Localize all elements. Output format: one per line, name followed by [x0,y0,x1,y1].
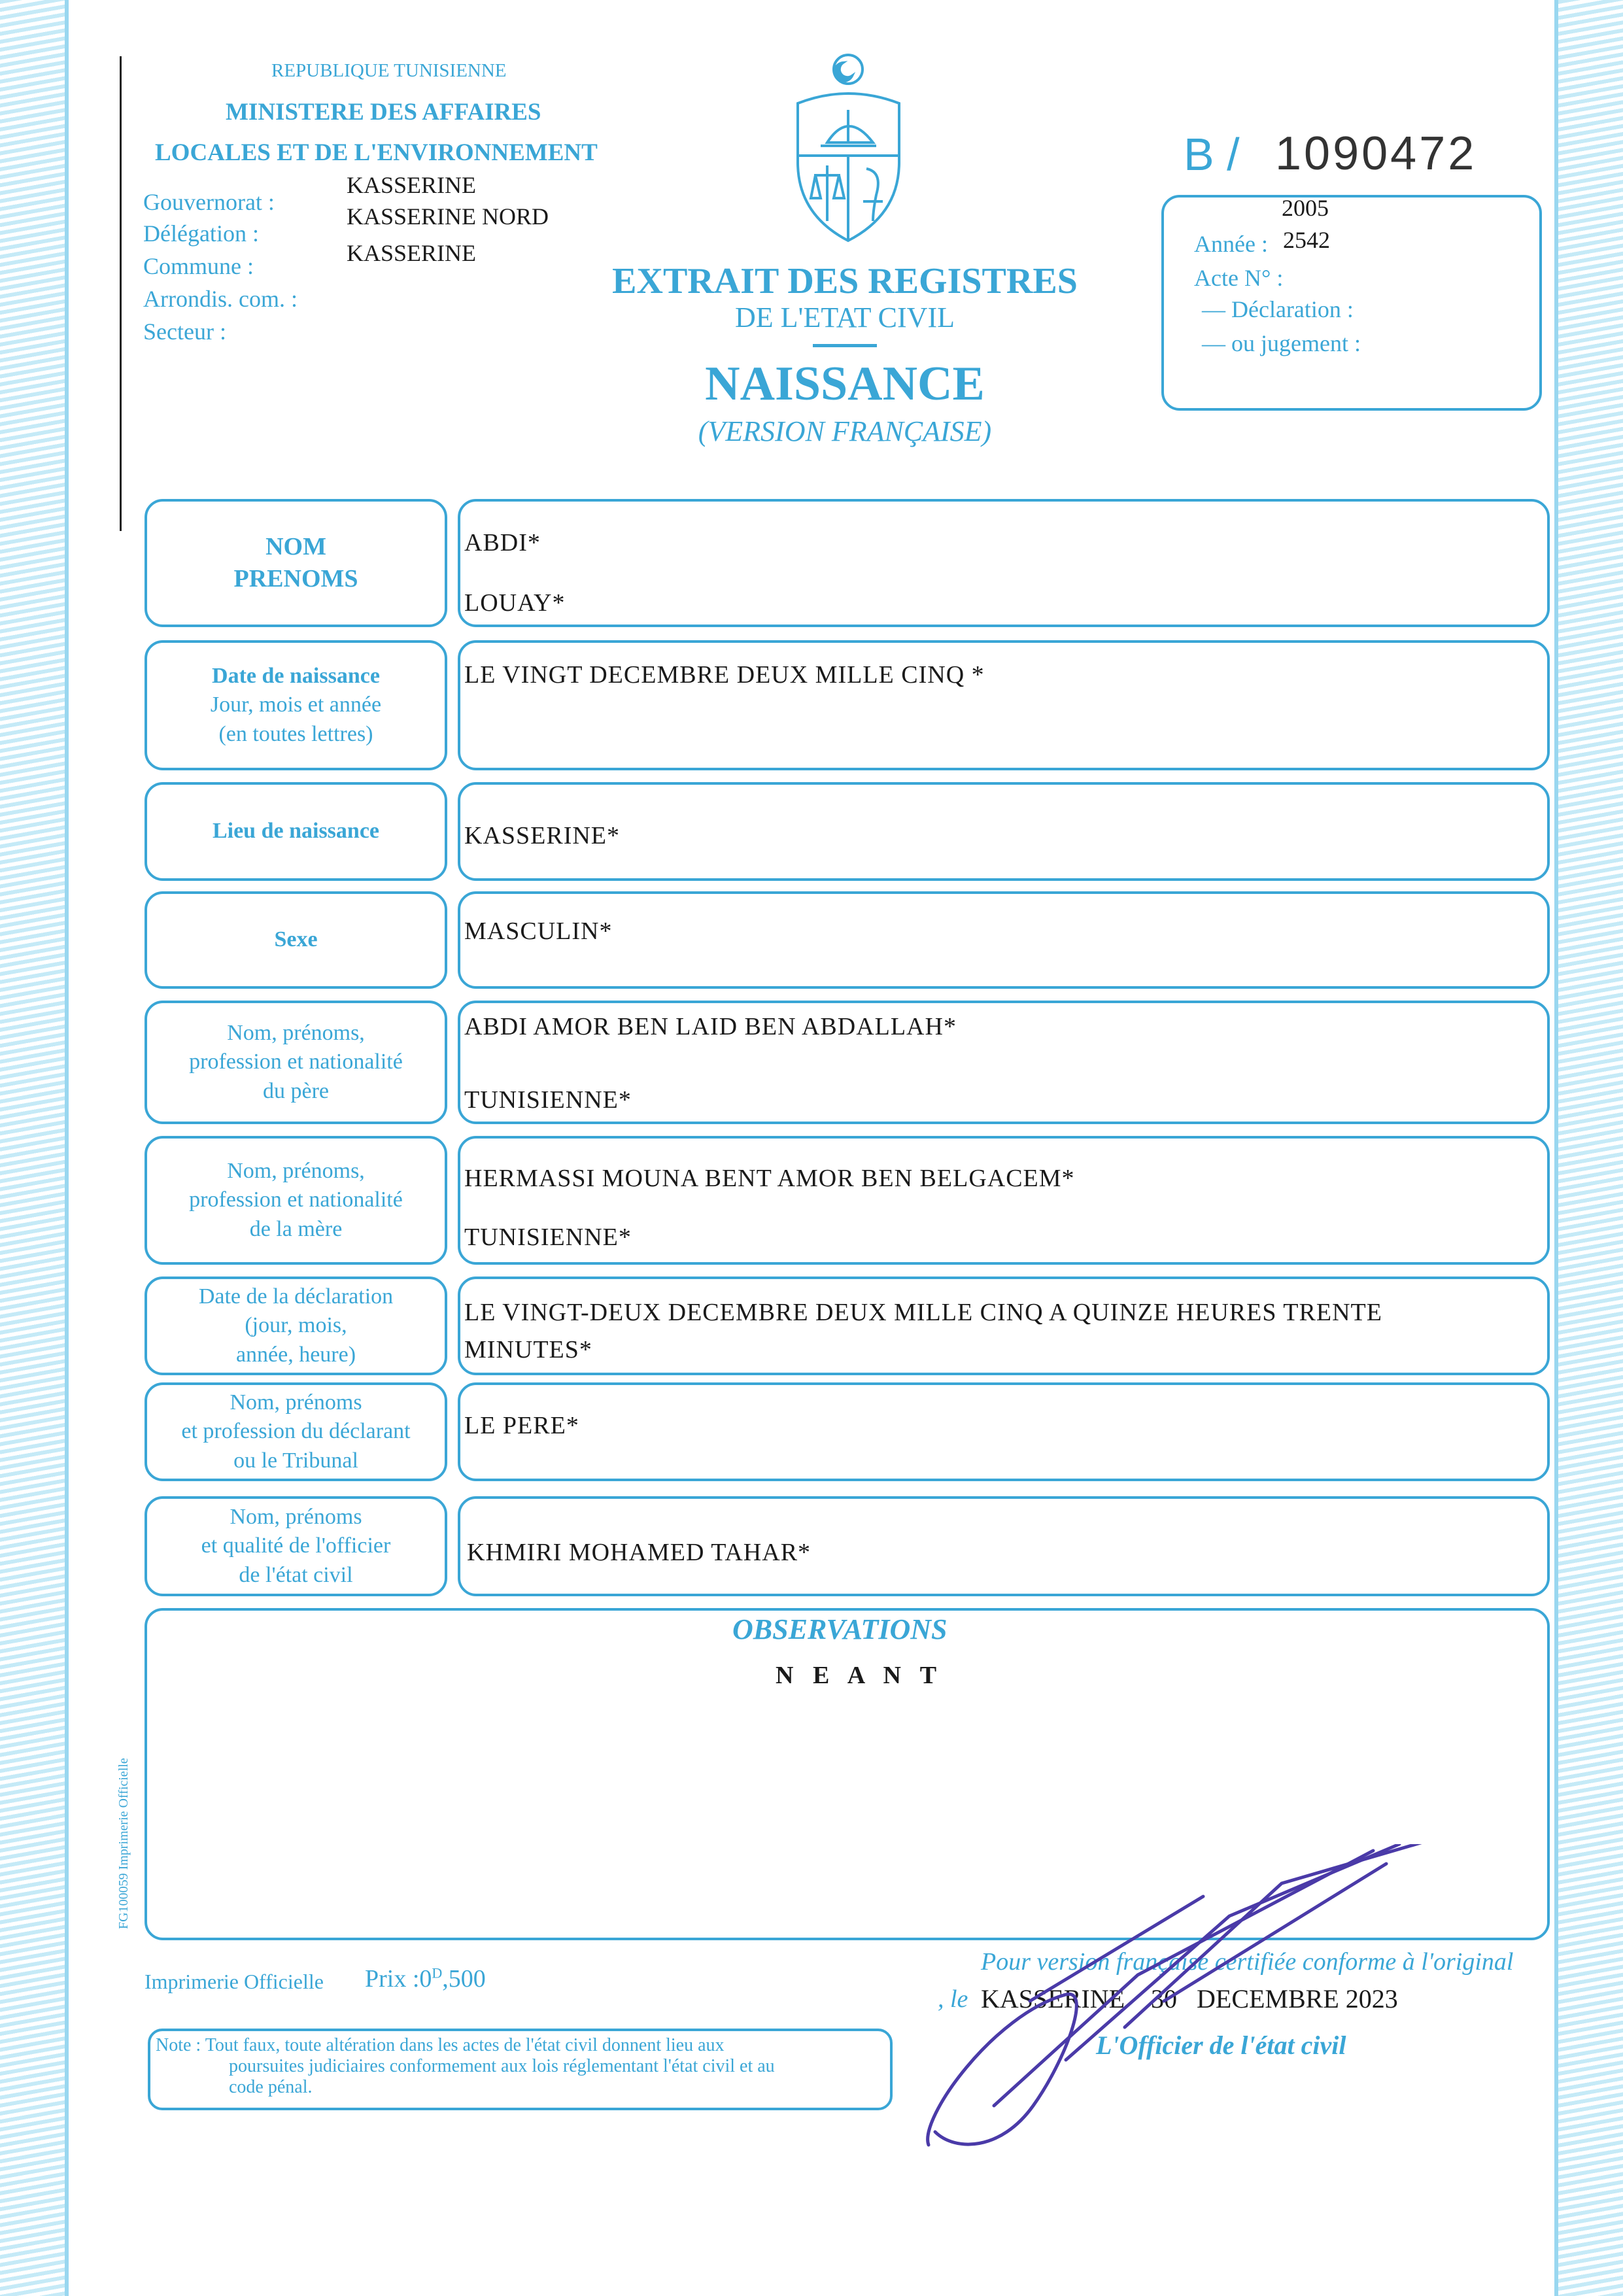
declaration-label: — Déclaration : [1202,296,1354,322]
father-label3: du père [262,1078,329,1103]
registry-year: 2005 [1282,195,1329,221]
sex-label: Sexe [274,927,318,952]
ministry-line1: MINISTERE DES AFFAIRES [226,99,541,126]
issue-day: 30 [1151,1984,1177,2013]
birthdate-value: LE VINGT DECEMBRE DEUX MILLE CINQ * [464,661,985,689]
annee-value: 2542 [1283,227,1330,253]
delegation-label: Délégation : [143,220,259,247]
declarant-label: Nom, prénoms [230,1390,362,1415]
note-line1: Note : Tout faux, toute altération dans les actes de l'état civil donnent lieu aux [156,2035,725,2055]
mother-label3: de la mère [249,1216,343,1241]
printer-label: Imprimerie Officielle [145,1970,324,1993]
secteur-label: Secteur : [143,318,226,345]
jugement-label: — ou jugement : [1202,330,1361,356]
delegation-value: KASSERINE NORD [347,203,549,230]
mother-name-value: HERMASSI MOUNA BENT AMOR BEN BELGACEM* [464,1165,1075,1192]
left-guilloche-border [0,0,69,2296]
row-birthdate-value-box [458,640,1550,770]
officer-value: KHMIRI MOHAMED TAHAR* [467,1539,811,1566]
republic-label: REPUBLIQUE TUNISIENNE [271,60,507,81]
declarant-label2: et profession du déclarant [181,1419,411,1444]
right-guilloche-border [1554,0,1623,2296]
mother-label: Nom, prénoms, [227,1159,365,1184]
commune-label: Commune : [143,253,254,279]
ministry-line2: LOCALES ET DE L'ENVIRONNEMENT [155,139,598,166]
nom-label: NOM [265,532,326,560]
nom-value: ABDI* [464,529,541,557]
price-unit: D [432,1964,443,1981]
officer-label2: et qualité de l'officier [201,1534,391,1558]
document-subtitle: DE L'ETAT CIVIL [735,301,955,334]
document-title: EXTRAIT DES REGISTRES [612,261,1078,301]
row-sex-value-box [458,891,1550,989]
birthplace-label: Lieu de naissance [212,819,380,844]
certification-date-prefix: , le [938,1985,968,2013]
birthplace-value: KASSERINE* [464,822,621,849]
declaration-date-label2: (jour, mois, [245,1313,347,1338]
declaration-date-value2: MINUTES* [464,1336,592,1363]
serial-prefix: B / [1184,129,1240,180]
declaration-date-label3: année, heure) [235,1342,356,1367]
father-name-value: ABDI AMOR BEN LAID BEN ABDALLAH* [464,1013,957,1040]
father-label: Nom, prénoms, [227,1021,365,1046]
declaration-date-label: Date de la déclaration [198,1284,394,1309]
prenoms-value: LOUAY* [464,589,566,617]
legal-note [156,2035,775,2098]
declaration-date-value: LE VINGT-DEUX DECEMBRE DEUX MILLE CINQ A QUINZE HEURES TRENTE [464,1299,1382,1326]
note-line2: poursuites judiciaires conformement aux lois réglementant l'état civil et au [229,2056,775,2076]
mother-label2: profession et nationalité [189,1188,403,1212]
serial-number: 1090472 [1275,128,1477,180]
sex-value: MASCULIN* [464,917,613,945]
gouvernorat-value: KASSERINE [347,172,477,198]
officer-label3: de l'état civil [239,1562,353,1587]
note-line3: code pénal. [229,2077,313,2097]
prenoms-label: PRENOMS [233,565,358,592]
price-prefix: Prix :0 [365,1965,432,1993]
declarant-value: LE PERE* [464,1412,579,1439]
handwritten-signature [915,1844,1504,2158]
side-print-code: FG100059 Imprimerie Officielle [116,1758,131,1929]
tunisia-coat-of-arms-icon [788,51,909,244]
birthdate-sublabel2: (en toutes lettres) [218,721,373,746]
certification-text: Pour version française certifiée conforme à l'original [981,1948,1514,1976]
father-label2: profession et nationalité [189,1050,403,1074]
officer-signature-label: L'Officier de l'état civil [1096,2030,1346,2060]
officer-label: Nom, prénoms [230,1505,362,1530]
issue-month-year: DECEMBRE 2023 [1197,1984,1398,2013]
mother-nationality-value: TUNISIENNE* [464,1224,632,1251]
observations-title: OBSERVATIONS [732,1613,948,1645]
row-name-value-box [458,499,1550,627]
observations-value: N E A N T [776,1662,944,1689]
commune-value: KASSERINE [347,240,477,266]
title-divider [813,344,877,347]
acte-label: Acte N° : [1194,265,1284,291]
price-label [365,1964,486,1993]
version-label: (VERSION FRANÇAISE) [698,415,992,447]
issue-place: KASSERINE [981,1984,1125,2013]
annee-label: Année : [1194,231,1268,257]
row-birthplace-value-box [458,782,1550,881]
arrondissement-label: Arrondis. com. : [143,286,298,312]
row-declarant-value-box [458,1382,1550,1481]
birthdate-label: Date de naissance [212,664,380,689]
father-nationality-value: TUNISIENNE* [464,1086,632,1114]
act-type-title: NAISSANCE [705,357,985,411]
gouvernorat-label: Gouvernorat : [143,189,275,215]
birthdate-sublabel: Jour, mois et année [210,693,382,717]
price-amount: ,500 [442,1965,486,1993]
declarant-label3: ou le Tribunal [233,1448,358,1473]
